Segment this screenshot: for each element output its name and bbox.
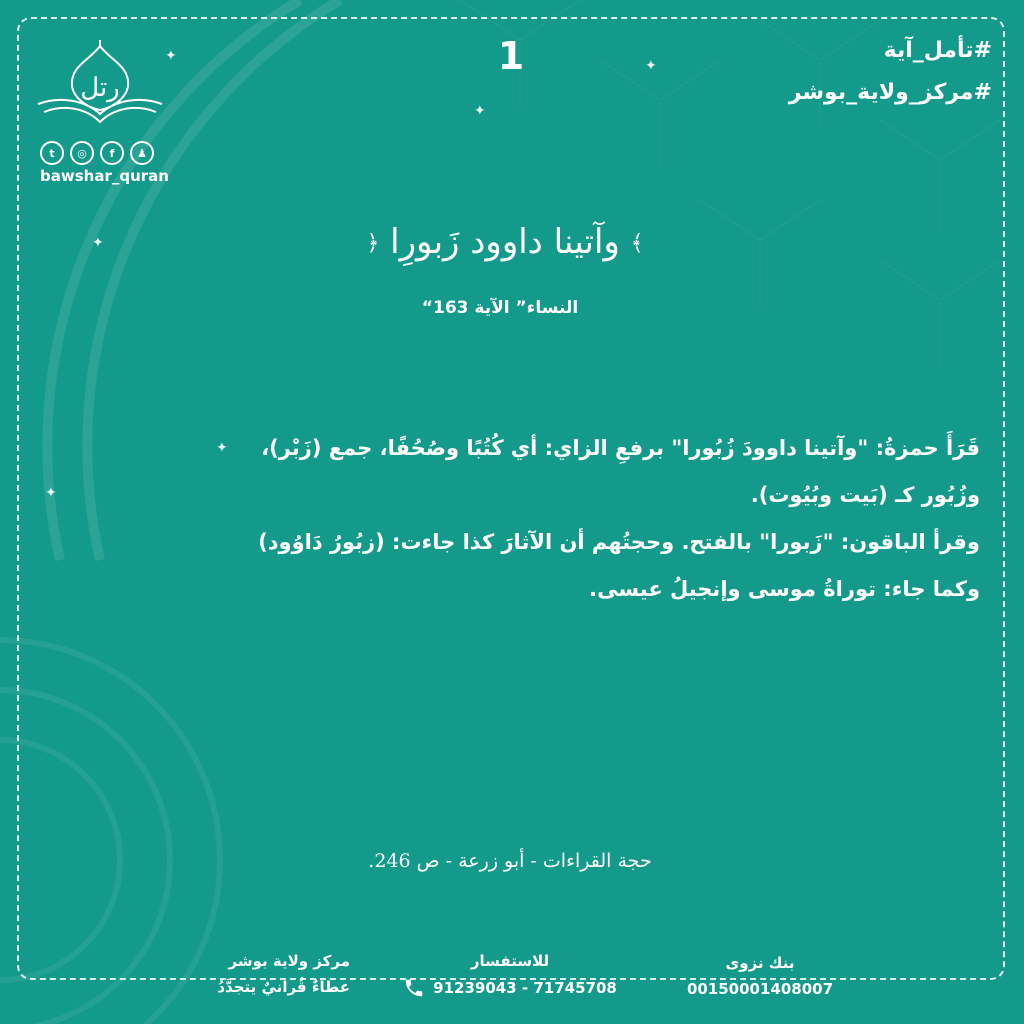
sparkle-icon: ✦ [92,235,104,251]
sparkle-icon: ✦ [474,103,486,119]
bank-account-number[interactable]: 00150001408007 [686,980,834,998]
center-name: مركز ولاية بوشر [228,952,350,970]
center-slogan: عطاءٌ قُرانيٌ يتجدَّدُ [217,978,350,996]
bank-name: بنك نزوى [725,954,795,972]
twitter-icon[interactable]: t [40,141,64,165]
verse-reference: النساء” الآية 163“ [421,298,579,318]
phone-icon [403,976,425,1000]
svg-text:رتل: رتل [80,73,120,103]
footer-center-info [190,952,350,996]
phone-numbers[interactable]: 91239043 - 71745708 [433,979,617,997]
source-citation: حجة القراءات - أبو زرعة - ص 246. [368,850,652,872]
social-icons-row [40,141,154,165]
verse-text: وآتينا داوود زَبورِا [390,222,620,262]
verse-title [340,222,670,262]
hashtag-contemplate-verse[interactable]: #تأمل_آية [883,38,992,63]
page-number: 1 [497,34,525,78]
explanation-text [240,425,980,613]
sparkle-icon: ✦ [45,485,57,501]
sparkle-icon: ✦ [645,58,657,74]
explanation-paragraph-2: وقرأ الباقون: "زَبورا" بالفتح. وحجتُهم أن الآثارَ كذا جاءت: (زبُورُ دَاوُود) وكما جاء: توراةُ موسى وإنجيلُ عيسى. [258,530,980,601]
quran-center-logo [30,38,170,138]
verse-open-ornament: ﴿ [366,231,380,256]
verse-close-ornament: ﴾ [630,231,644,256]
sparkle-icon: ✦ [165,48,177,64]
social-handle[interactable]: bawshar_quran [40,167,169,185]
footer-bank-info [680,954,840,998]
hashtag-bawshar-center[interactable]: #مركز_ولاية_بوشر [788,80,992,105]
instagram-icon[interactable]: ◎ [70,141,94,165]
explanation-paragraph-1: قَرَأَ حمزةُ: "وآتينا داوودَ زُبُورا" برفعِ الزاي: أي كُتُبًا وصُحُفًا، جمع (زَبْر)، وزُبُور كـ (بَيت وبُيُوت). [261,436,980,507]
sparkle-icon: ✦ [216,440,228,456]
footer-contact [400,952,620,1000]
facebook-icon[interactable]: f [100,141,124,165]
inquiry-label: للاستفسار [470,952,550,970]
phone-row[interactable] [400,976,620,1000]
snapchat-icon[interactable]: ♟ [130,141,154,165]
